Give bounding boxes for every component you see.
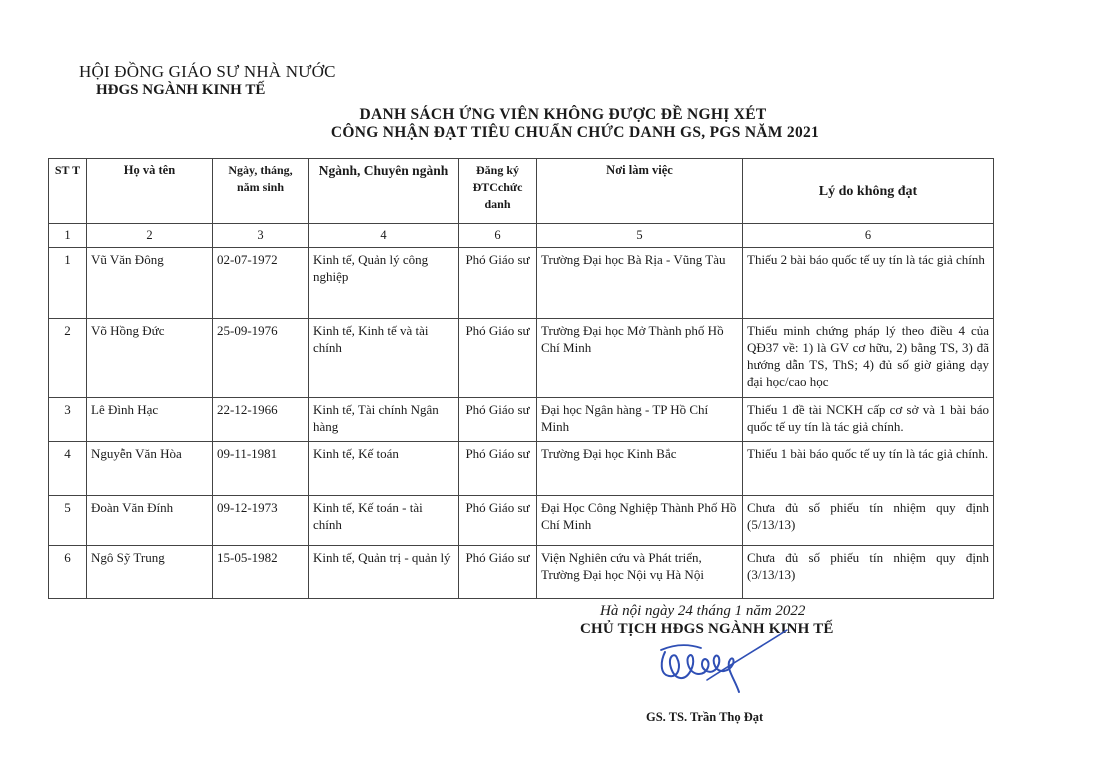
cell-workplace: Trường Đại học Bà Rịa - Vũng Tàu: [537, 248, 743, 319]
col-number: 1: [49, 224, 87, 248]
header-name: Họ và tên: [87, 159, 213, 224]
header-workplace: Nơi làm việc: [537, 159, 743, 224]
cell-major: Kinh tế, Quản lý công nghiệp: [309, 248, 459, 319]
cell-major: Kinh tế, Kế toán - tài chính: [309, 496, 459, 546]
cell-major: Kinh tế, Kế toán: [309, 442, 459, 496]
signer-name: GS. TS. Trần Thọ Đạt: [646, 710, 764, 724]
col-number: 3: [213, 224, 309, 248]
cell-dob: 02-07-1972: [213, 248, 309, 319]
cell-reason: Chưa đủ số phiếu tín nhiệm quy định (3/13/13): [743, 546, 994, 599]
cell-name: Lê Đình Hạc: [87, 398, 213, 442]
cell-stt: 2: [49, 319, 87, 398]
cell-reason: Chưa đủ số phiếu tín nhiệm quy định (5/13/13): [743, 496, 994, 546]
cell-dob: 22-12-1966: [213, 398, 309, 442]
candidates-table: [48, 158, 994, 599]
cell-name: Nguyễn Văn Hòa: [87, 442, 213, 496]
signer-title: CHỦ TỊCH HĐGS NGÀNH KINH TẾ: [580, 621, 834, 637]
col-number: 5: [537, 224, 743, 248]
cell-reason: Thiếu 2 bài báo quốc tế uy tín là tác giả chính: [743, 248, 994, 319]
header-major: Ngành, Chuyên ngành: [309, 159, 459, 224]
cell-workplace: Viện Nghiên cứu và Phát triển, Trường Đại học Nội vụ Hà Nội: [537, 546, 743, 599]
cell-major: Kinh tế, Tài chính Ngân hàng: [309, 398, 459, 442]
cell-workplace: Trường Đại học Mở Thành phố Hồ Chí Minh: [537, 319, 743, 398]
handwritten-signature: [655, 622, 795, 702]
cell-title: Phó Giáo sư: [459, 546, 537, 599]
table-header-row: [49, 159, 994, 224]
sub-council-name: HĐGS NGÀNH KINH TẾ: [96, 82, 266, 98]
cell-dob: 09-11-1981: [213, 442, 309, 496]
cell-name: Đoàn Văn Đính: [87, 496, 213, 546]
header-reason: Lý do không đạt: [743, 159, 994, 224]
cell-reason: Thiếu 1 bài báo quốc tế uy tín là tác giả chính.: [743, 442, 994, 496]
cell-name: Vũ Văn Đông: [87, 248, 213, 319]
document-title-line2: CÔNG NHẬN ĐẠT TIÊU CHUẨN CHỨC DANH GS, PGS NĂM 2021: [330, 124, 820, 141]
cell-stt: 3: [49, 398, 87, 442]
cell-reason: Thiếu minh chứng pháp lý theo điều 4 của QĐ37 về: 1) là GV cơ hữu, 2) bằng TS, 3) đã hướng dẫn TS, ThS; 4) đủ số giờ giảng dạy đại học/cao học: [743, 319, 994, 398]
cell-dob: 09-12-1973: [213, 496, 309, 546]
table-row: [49, 398, 994, 442]
cell-stt: 4: [49, 442, 87, 496]
cell-stt: 1: [49, 248, 87, 319]
cell-stt: 6: [49, 546, 87, 599]
cell-workplace: Đại học Ngân hàng - TP Hồ Chí Minh: [537, 398, 743, 442]
place-and-date: Hà nội ngày 24 tháng 1 năm 2022: [600, 603, 806, 619]
table-row: [49, 442, 994, 496]
column-number-row: [49, 224, 994, 248]
cell-reason: Thiếu 1 đề tài NCKH cấp cơ sở và 1 bài báo quốc tế uy tín là tác giả chính.: [743, 398, 994, 442]
cell-stt: 5: [49, 496, 87, 546]
cell-name: Võ Hồng Đức: [87, 319, 213, 398]
col-number: 6: [459, 224, 537, 248]
header-dob: Ngày, tháng, năm sinh: [213, 159, 309, 224]
col-number: 6: [743, 224, 994, 248]
cell-title: Phó Giáo sư: [459, 319, 537, 398]
col-number: 4: [309, 224, 459, 248]
col-number: 2: [87, 224, 213, 248]
cell-workplace: Trường Đại học Kinh Bắc: [537, 442, 743, 496]
cell-dob: 15-05-1982: [213, 546, 309, 599]
council-name: HỘI ĐỒNG GIÁO SƯ NHÀ NƯỚC: [79, 62, 336, 81]
table-row: [49, 319, 994, 398]
cell-title: Phó Giáo sư: [459, 248, 537, 319]
table-row: [49, 248, 994, 319]
cell-major: Kinh tế, Kinh tế và tài chính: [309, 319, 459, 398]
table-row: [49, 496, 994, 546]
cell-major: Kinh tế, Quản trị - quản lý: [309, 546, 459, 599]
cell-title: Phó Giáo sư: [459, 496, 537, 546]
cell-name: Ngô Sỹ Trung: [87, 546, 213, 599]
header-stt: ST T: [49, 159, 87, 224]
cell-title: Phó Giáo sư: [459, 398, 537, 442]
document-title-line1: DANH SÁCH ỨNG VIÊN KHÔNG ĐƯỢC ĐỀ NGHỊ XÉT: [359, 106, 767, 123]
cell-dob: 25-09-1976: [213, 319, 309, 398]
cell-workplace: Đại Học Công Nghiệp Thành Phố Hồ Chí Minh: [537, 496, 743, 546]
table-row: [49, 546, 994, 599]
header-title: Đăng ký ĐTCchức danh: [459, 159, 537, 224]
cell-title: Phó Giáo sư: [459, 442, 537, 496]
